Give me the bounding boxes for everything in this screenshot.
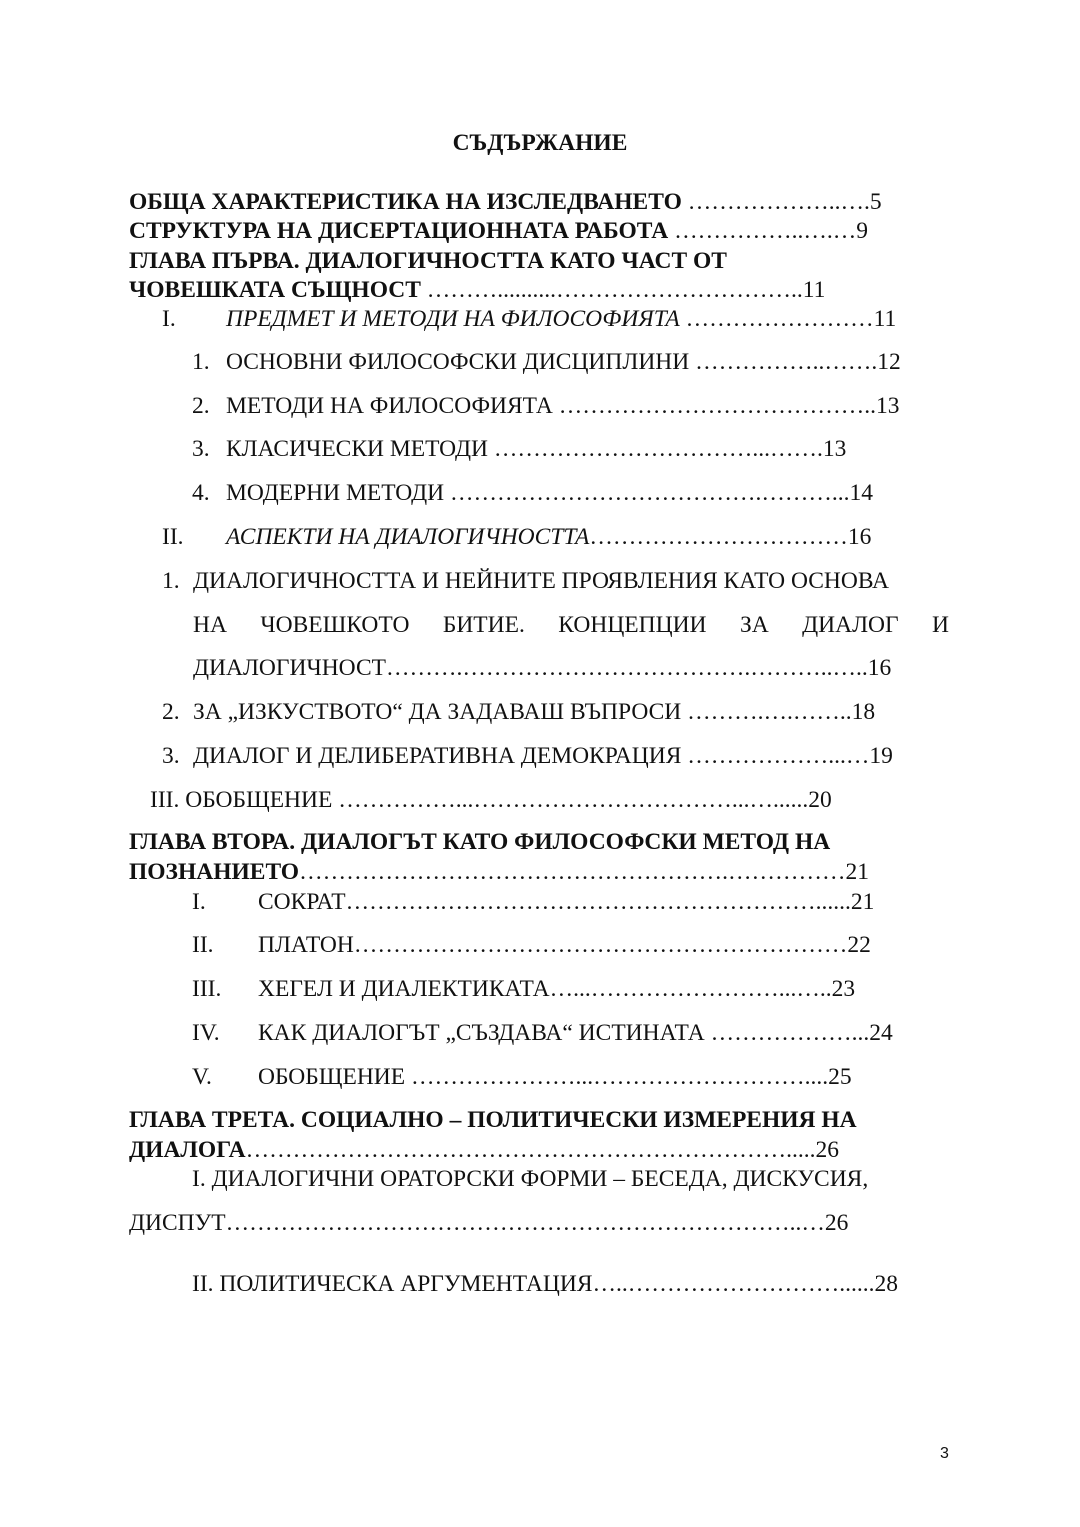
toc-entry-socrates	[258, 889, 874, 915]
toc-entry-label: ОБЩА ХАРАКТЕРИСТИКА НА ИЗСЛЕДВАНЕТО	[129, 189, 682, 215]
toc-entry-page: ……………...……………………………...…......20	[338, 787, 832, 813]
toc-entry-page: ……….….……..18	[687, 699, 876, 725]
toc-numeral: 4.	[192, 480, 210, 506]
page-number: 3	[940, 1445, 949, 1462]
toc-entry-page: ……………………………………………….……………21	[299, 859, 869, 885]
toc-numeral: I.	[162, 306, 176, 332]
toc-entry-page: ……………………………16	[589, 524, 872, 550]
toc-entry-page: ………………………………………………………22	[353, 932, 871, 958]
toc-entry-deliberative-democracy	[193, 743, 893, 769]
toc-entry-label: ПЛАТОН	[258, 932, 354, 958]
toc-title: СЪДЪРЖАНИЕ	[452, 130, 628, 156]
toc-entry-page: …………………………………………………………….....26	[245, 1137, 839, 1163]
toc-entry-modern-methods	[226, 480, 873, 506]
toc-entry-label: МЕТОДИ НА ФИЛОСОФИЯТА	[226, 393, 553, 419]
toc-entry-page: ………………...24	[710, 1020, 893, 1046]
toc-entry-label: ДИАЛОГА	[129, 1137, 246, 1163]
toc-numeral: III.	[192, 976, 222, 1002]
toc-entry-general-characteristics	[129, 189, 882, 215]
toc-entry-label: ПРЕДМЕТ И МЕТОДИ НА ФИЛОСОФИЯТА	[226, 306, 680, 332]
toc-numeral: II.	[162, 524, 184, 550]
chapter-one-heading-cont	[129, 277, 825, 303]
toc-entry-label: ДИАЛОГИЧНОСТ	[193, 655, 386, 681]
toc-entry-page: …………………………………..13	[558, 393, 900, 419]
toc-entry-oratory-forms: I. ДИАЛОГИЧНИ ОРАТОРСКИ ФОРМИ – БЕСЕДА, ДИСКУСИЯ,	[192, 1166, 869, 1192]
toc-entry-dialogicity-line1: ДИАЛОГИЧНОСТТА И НЕЙНИТЕ ПРОЯВЛЕНИЯ КАТО ОСНОВА	[193, 568, 890, 594]
chapter-three-heading-cont	[129, 1137, 839, 1163]
toc-entry-page: …...……………………...…..23	[549, 976, 856, 1002]
toc-numeral: 1.	[192, 349, 210, 375]
toc-entry-label: ДИАЛОГ И ДЕЛИБЕРАТИВНА ДЕМОКРАЦИЯ	[193, 743, 682, 769]
toc-entry-methods	[226, 393, 899, 419]
toc-entry-page: ………..........…………………………..11	[426, 277, 826, 303]
toc-entry-label: АСПЕКТИ НА ДИАЛОГИЧНОСТТА	[226, 524, 590, 550]
toc-numeral: V.	[192, 1064, 212, 1090]
toc-entry-label: СТРУКТУРА НА ДИСЕРТАЦИОННАТА РАБОТА	[129, 218, 669, 244]
toc-entry-art-of-questions	[193, 699, 875, 725]
toc-entry-label: ЧОВЕШКАТА СЪЩНОСТ	[129, 277, 421, 303]
toc-numeral: 3.	[162, 743, 180, 769]
toc-entry-subject-methods	[226, 306, 896, 332]
toc-entry-page: ………………..….5	[687, 189, 882, 215]
toc-entry-page: ………………...…19	[687, 743, 893, 769]
chapter-three-heading: ГЛАВА ТРЕТА. СОЦИАЛНО – ПОЛИТИЧЕСКИ ИЗМЕРЕНИЯ НА	[129, 1107, 857, 1133]
toc-entry-label: КЛАСИЧЕСКИ МЕТОДИ	[226, 436, 488, 462]
toc-numeral: I.	[192, 889, 206, 915]
toc-entry-classic-methods	[226, 436, 846, 462]
toc-entry-label: СОКРАТ	[258, 889, 346, 915]
toc-numeral: 1.	[162, 568, 180, 594]
toc-entry-disciplines	[226, 349, 901, 375]
toc-entry-page: …………………...………………………....25	[411, 1064, 852, 1090]
toc-entry-page: ……………..….…9	[674, 218, 868, 244]
toc-entry-political-argumentation	[192, 1271, 898, 1297]
toc-entry-structure	[129, 218, 868, 244]
toc-entry-label: ХЕГЕЛ И ДИАЛЕКТИКАТА	[258, 976, 550, 1002]
toc-entry-dialogicity-line2	[193, 612, 949, 638]
toc-entry-page: ……….……………………………….………..…..16	[385, 655, 892, 681]
toc-entry-summary-one	[150, 787, 832, 813]
toc-entry-label: ЗА „ИЗКУСТВОТО“ ДА ЗАДАВАШ ВЪПРОСИ	[193, 699, 682, 725]
toc-entry-page: ……………………11	[685, 306, 897, 332]
toc-entry-label: КАК ДИАЛОГЪТ „СЪЗДАВА“ ИСТИНАТА	[258, 1020, 705, 1046]
toc-entry-label: ПОЗНАНИЕТО	[129, 859, 300, 885]
toc-entry-dialogue-truth	[258, 1020, 893, 1046]
toc-numeral: 2.	[192, 393, 210, 419]
chapter-two-heading-cont	[129, 859, 869, 885]
chapter-two-heading: ГЛАВА ВТОРА. ДИАЛОГЪТ КАТО ФИЛОСОФСКИ МЕТОД НА	[129, 829, 831, 855]
toc-entry-page: ………………………………….………...14	[449, 480, 873, 506]
toc-entry-page: ……………………………………………………......21	[345, 889, 875, 915]
toc-entry-page: ……………..…….12	[695, 349, 901, 375]
toc-entry-page: …..………………………......28	[592, 1271, 898, 1297]
toc-entry-page: ……………………………...…….13	[493, 436, 847, 462]
toc-entry-aspects	[226, 524, 871, 550]
toc-entry-oratory-forms-cont	[129, 1210, 848, 1236]
toc-entry-label: ОСНОВНИ ФИЛОСОФСКИ ДИСЦИПЛИНИ	[226, 349, 690, 375]
toc-entry-plato	[258, 932, 871, 958]
toc-entry-label: НА ЧОВЕШКОТО БИТИЕ. КОНЦЕПЦИИ ЗА ДИАЛОГ И	[193, 612, 949, 638]
toc-entry-label: ОБОБЩЕНИЕ	[258, 1064, 406, 1090]
toc-entry-dialogicity-line3	[193, 655, 891, 681]
toc-entry-label: ДИСПУТ	[129, 1210, 226, 1236]
toc-entry-page: ………………………………………………………………..…26	[225, 1210, 849, 1236]
toc-entry-summary-two	[258, 1064, 852, 1090]
toc-numeral: IV.	[192, 1020, 220, 1046]
toc-numeral: 3.	[192, 436, 210, 462]
toc-entry-label: II. ПОЛИТИЧЕСКА АРГУМЕНТАЦИЯ	[192, 1271, 593, 1297]
toc-entry-label: МОДЕРНИ МЕТОДИ	[226, 480, 445, 506]
toc-numeral: II.	[192, 932, 214, 958]
toc-entry-label: III. ОБОБЩЕНИЕ	[150, 787, 333, 813]
toc-entry-hegel	[258, 976, 855, 1002]
toc-numeral: 2.	[162, 699, 180, 725]
chapter-one-heading: ГЛАВА ПЪРВА. ДИАЛОГИЧНОСТТА КАТО ЧАСТ ОТ	[129, 248, 727, 274]
